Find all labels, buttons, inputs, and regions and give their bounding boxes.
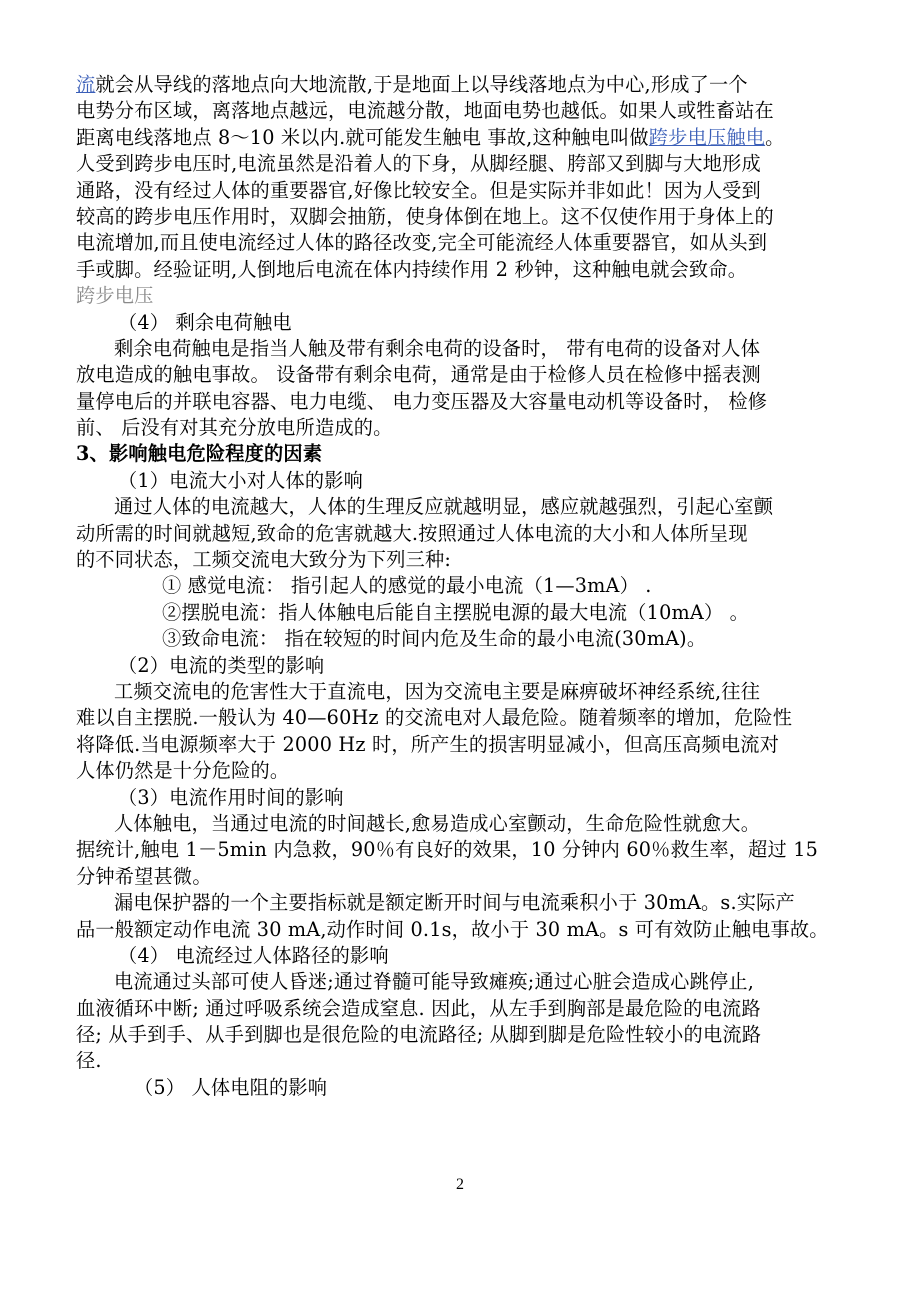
text-span: 距离电线落地点 8～10 米以内.就可能发生触电 事故,这种触电叫做	[76, 125, 649, 149]
text-line: 手或脚。经验证明,人倒地后电流在体内持续作用 2 秒钟，这种触电就会致命。	[76, 257, 748, 281]
text-line: 分钟希望甚微。	[76, 864, 212, 888]
chapter-heading: 3、影响触电危险程度的因素	[76, 442, 323, 466]
text-line: 前、 后没有对其充分放电所造成的。	[76, 416, 393, 440]
text-line: 人体仍然是十分危险的。	[76, 759, 290, 783]
text-line: 通过人体的电流越大，人体的生理反应就越明显，感应就越强烈，引起心室颤	[114, 495, 774, 519]
text-span: 。	[765, 125, 785, 149]
text-line	[76, 125, 846, 151]
list-item: ②摆脱电流：指人体触电后能自主摆脱电源的最大电流（10mA） 。	[162, 600, 750, 624]
text-line: 量停电后的并联电容器、电力电缆、 电力变压器及大容量电动机等设备时， 检修	[76, 389, 768, 413]
text-line: 血液循环中断; 通过呼吸系统会造成窒息. 因此，从左手到胸部是最危险的电流路	[76, 996, 761, 1020]
text-line: 品一般额定动作电流 30 mA,动作时间 0.1s，故小于 30 mA。s 可有效防止触电事故。	[76, 917, 829, 941]
text-line: 工频交流电的危害性大于直流电，因为交流电主要是麻痹破坏神经系统,往往	[114, 679, 761, 703]
document-page	[76, 72, 846, 1101]
gray-heading: 跨步电压	[76, 284, 154, 308]
list-item: ① 感觉电流： 指引起人的感觉的最小电流（1—3mA） .	[162, 574, 652, 598]
text-line: 难以自主摆脱.一般认为 40—60Hz 的交流电对人最危险。随着频率的增加，危险性	[76, 706, 793, 730]
text-line: 剩余电荷触电是指当人触及带有剩余电荷的设备时， 带有电荷的设备对人体	[114, 336, 761, 360]
text-line: 人受到跨步电压时,电流虽然是沿着人的下身，从脚经腿、胯部又到脚与大地形成	[76, 152, 761, 176]
section-heading: （5） 人体电阻的影响	[134, 1075, 328, 1099]
text-line: 通路，没有经过人体的重要器官,好像比较安全。但是实际并非如此！因为人受到	[76, 178, 761, 202]
text-line: 据统计,触电 1－5min 内急救，90％有良好的效果，10 分钟内 60％救生率，超过 15	[76, 838, 819, 862]
hyperlink[interactable]: 流	[76, 73, 96, 96]
text-line: 电流通过头部可使人昏迷;通过脊髓可能导致瘫痪;通过心脏会造成心跳停止,	[114, 970, 755, 994]
hyperlink-step-voltage[interactable]: 跨步电压触电	[648, 125, 766, 149]
text-line: 径; 从手到手、从手到脚也是很危险的电流路径; 从脚到脚是危险性较小的电流路	[76, 1023, 762, 1047]
text-line	[76, 72, 846, 98]
text-line: 动所需的时间就越短,致命的危害就越大.按照通过人体电流的大小和人体所呈现	[76, 521, 748, 545]
section-heading: （1）电流大小对人体的影响	[118, 468, 364, 492]
text-line: 电势分布区域，离落地点越远，电流越分散，地面电势也越低。如果人或牲畜站在	[76, 99, 774, 123]
list-item: ③致命电流： 指在较短的时间内危及生命的最小电流(30mA)。	[162, 627, 707, 651]
section-heading: （4） 剩余电荷触电	[118, 310, 292, 334]
page-number: 2	[456, 1176, 464, 1193]
text-line: 径.	[76, 1049, 102, 1073]
section-heading: （2）电流的类型的影响	[118, 653, 325, 677]
text-line: 将降低.当电源频率大于 2000 Hz 时，所产生的损害明显减小，但高压高频电流对	[76, 732, 780, 756]
text-span: 就会从导线的落地点向大地流散,于是地面上以导线落地点为中心,形成了一个	[95, 73, 748, 96]
section-heading: （3）电流作用时间的影响	[118, 785, 344, 809]
text-line: 漏电保护器的一个主要指标就是额定断开时间与电流乘积小于 30mA。s.实际产	[114, 891, 795, 915]
text-line: 放电造成的触电事故。 设备带有剩余电荷，通常是由于检修人员在检修中摇表测	[76, 363, 761, 387]
text-line: 的不同状态，工频交流电大致分为下列三种:	[76, 548, 452, 572]
text-line: 较高的跨步电压作用时，双脚会抽筋，使身体倒在地上。这不仅使作用于身体上的	[76, 204, 774, 228]
text-line: 人体触电，当通过电流的时间越长,愈易造成心室颤动，生命危险性就愈大。	[114, 811, 761, 835]
section-heading: （4） 电流经过人体路径的影响	[118, 943, 389, 967]
text-line: 电流增加,而且使电流经过人体的路径改变,完全可能流经人体重要器官，如从头到	[76, 231, 768, 255]
